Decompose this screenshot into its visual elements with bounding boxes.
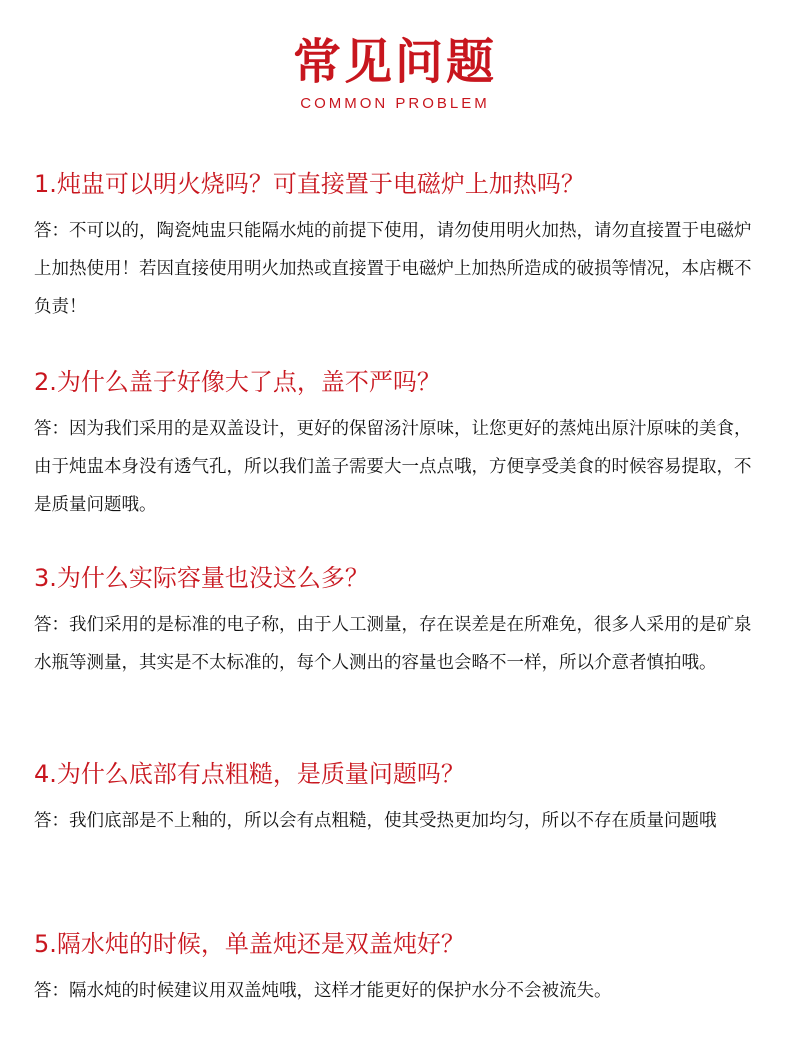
faq-item xyxy=(34,758,764,840)
page-title: 常见问题 xyxy=(292,34,497,90)
faq-answer: 答：我们采用的是标准的电子称，由于人工测量，存在误差是在所难免，很多人采用的是矿泉水瓶等测量，其实是不太标准的，每个人测出的容量也会略不一样，所以介意者慎拍哦。 xyxy=(34,615,752,673)
faq-answer: 答：隔水炖的时候建议用双盖炖哦，这样才能更好的保护水分不会被流失。 xyxy=(34,981,612,1001)
faq-question: 5.隔水炖的时候，单盖炖还是双盖炖好？ xyxy=(34,930,465,958)
page-subtitle: COMMON PROBLEM xyxy=(300,95,490,112)
faq-question: 2.为什么盖子好像大了点，盖不严吗？ xyxy=(34,368,441,396)
faq-answer: 答：我们底部是不上釉的，所以会有点粗糙，使其受热更加均匀，所以不存在质量问题哦 xyxy=(34,811,717,831)
page-header xyxy=(0,30,790,114)
faq-item xyxy=(34,562,764,682)
faq-item xyxy=(34,168,764,326)
faq-answer: 答：不可以的，陶瓷炖盅只能隔水炖的前提下使用，请勿使用明火加热，请勿直接置于电磁炉上加热使用！若因直接使用明火加热或直接置于电磁炉上加热所造成的破损等情况，本店概不负责！ xyxy=(34,221,752,317)
faq-question: 1.炖盅可以明火烧吗？可直接置于电磁炉上加热吗？ xyxy=(34,170,585,198)
faq-question: 3.为什么实际容量也没这么多？ xyxy=(34,564,369,592)
faq-answer: 答：因为我们采用的是双盖设计，更好的保留汤汁原味，让您更好的蒸炖出原汁原味的美食，由于炖盅本身没有透气孔，所以我们盖子需要大一点点哦，方便享受美食的时候容易提取，不是质量问题哦。 xyxy=(34,419,752,515)
faq-question: 4.为什么底部有点粗糙，是质量问题吗？ xyxy=(34,760,465,788)
faq-item xyxy=(34,366,764,524)
faq-item xyxy=(34,928,764,1010)
